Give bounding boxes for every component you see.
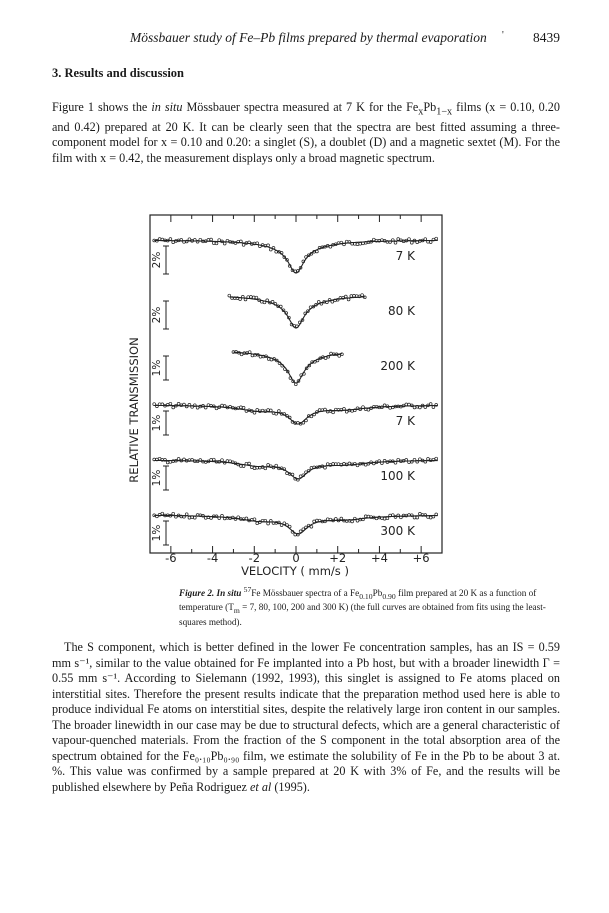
data-point [324,466,327,469]
scale-bar-label: 1% [151,359,163,377]
data-point [253,411,256,414]
data-point [221,404,224,407]
data-point [302,528,305,531]
data-point [166,461,169,464]
data-point [259,355,262,358]
data-point [278,410,281,413]
data-point [305,419,308,422]
data-point [351,520,354,523]
data-point [345,410,348,413]
x-tick-label: +2 [329,551,347,565]
data-point [394,241,397,244]
y-axis-label: RELATIVE TRANSMISSION [127,337,141,483]
data-point [367,408,370,411]
data-point [326,518,329,521]
temperature-label: 100 K [380,469,415,483]
x-tick-label: -4 [206,551,219,565]
data-point [237,516,240,519]
data-point [341,353,344,356]
data-point [242,406,245,409]
data-point [221,459,224,462]
running-header [130,30,560,50]
temperature-label: 80 K [388,304,415,318]
data-point [193,516,196,519]
data-point [332,411,335,414]
figure-caption: Figure 2. In situ $^{57}$Fe Mössbauer spectra of a $Fe_{0.10}Pb_{0.90}$ film prepared at 20 K as a function of temperature ($T_m = 7$, 80, 100, 200 and 300 K) (the full curves are obtained from fits using the least-squares method). [179,585,546,627]
mossbauer-figure [127,210,450,580]
data-point [316,250,319,253]
data-point [177,458,180,461]
data-point [299,530,302,533]
fit-curve [229,297,364,328]
paragraph-1: Figure 1 shows the in situ Mössbauer spectra measured at 7 K for the $Fe_xPb_{1-x}$ films (x = 0.10, 0.20 and 0.42) prepared at 20 K. It can be clearly seen that the spectra are best fitted assuming a three-component model for x = 0.10 and 0.20: a singlet (S), a doublet (D) and a magnetic sextet (M). For the film with x = 0.42, the measurement displays only a broad magnetic spectrum. [52,100,560,165]
x-tick-label: -2 [248,551,261,565]
data-point [345,240,348,243]
data-point [269,248,272,251]
data-point [177,402,180,405]
data-point [161,512,164,515]
data-point [245,517,248,520]
x-tick-label: +6 [412,551,430,565]
data-point [264,467,267,470]
plot-frame [150,215,442,553]
x-tick-label: 0 [292,551,300,565]
data-point [334,518,337,521]
data-point [169,402,172,405]
data-point [331,300,334,303]
data-point [344,295,347,298]
temperature-label: 7 K [395,414,415,428]
x-axis-label: VELOCITY ( mm/s ) [241,564,349,578]
data-point [429,403,432,406]
data-point [288,525,291,528]
paragraph-2: The S component, which is better defined in the lower Fe concentration samples, has an IS = 0.59 mm s⁻¹, similar to the value obtained for Fe implanted into a Pb host, but with a broader linewidth Γ = 0.55 mm s⁻¹. According to Sielemann (1992, 1993), this singlet is assigned to Fe atoms placed on interstitial sites. Therefore the present results indicate that the preparation method used here is able to produce individual Fe atoms on interstitial sites, despite the relatively large iron content in our samples. The broader linewidth in our case may be due to structural defects, which are a general characteristic of vapour-quenched materials. From the fraction of the S component in the total absorption area of the spectrum obtained for the Fe₀.₁₀Pb₀.₉₀ film, we estimate the solubility of Fe in the Pb to be about 3 at. %. This value was confirmed by a sample prepared at 20 K with 3% of Fe, and the results will be published elsewhere by Peña Rodriguez et al (1995). [52,640,560,794]
data-point [275,464,278,467]
data-point [267,522,270,525]
data-point [419,406,422,409]
data-point [330,352,333,355]
running-title: Mössbauer study of Fe–Pb films prepared by thermal evaporation [130,30,487,45]
data-point [324,357,327,360]
data-point [397,458,400,461]
section-heading: 3. Results and discussion [52,66,184,80]
data-point [313,520,316,523]
data-point [310,525,313,528]
data-point [410,241,413,244]
scale-bar-label: 1% [151,524,163,542]
data-point [340,517,343,520]
header-mark: ' [502,30,504,41]
data-point [267,409,270,412]
scale-bar-label: 1% [151,469,163,487]
scale-bar-label: 2% [151,251,163,269]
scale-bar-label: 1% [151,414,163,432]
data-point [347,298,350,301]
data-point [240,406,243,409]
plot-border [150,215,442,553]
data-point [253,467,256,470]
data-point [267,244,270,247]
data-point [267,358,270,361]
data-point [359,242,362,245]
data-point [310,467,313,470]
scale-bar-label: 2% [151,306,163,324]
data-point [251,354,254,357]
data-point [188,238,191,241]
data-point [435,457,438,460]
data-point [185,513,188,516]
x-tick-label: -6 [165,551,177,565]
temperature-label: 200 K [380,359,415,373]
data-point [253,518,256,521]
temperature-label: 7 K [395,249,415,263]
data-point [408,238,411,241]
data-point [188,516,191,519]
data-point [210,238,213,241]
page-number: 8439 [533,30,560,45]
data-point [386,517,389,520]
data-point [172,406,175,409]
data-point [317,301,320,304]
x-tick-label: +4 [370,551,388,565]
data-point [338,355,341,358]
data-point [172,512,175,515]
data-point [242,244,245,247]
data-point [435,237,438,240]
data-point [310,415,313,418]
spectra-group [151,237,438,545]
data-point [361,294,364,297]
data-point [271,300,274,303]
data-point [383,517,386,520]
data-point [223,242,226,245]
data-point [283,522,286,525]
temperature-label: 300 K [380,524,415,538]
data-point [169,238,172,241]
